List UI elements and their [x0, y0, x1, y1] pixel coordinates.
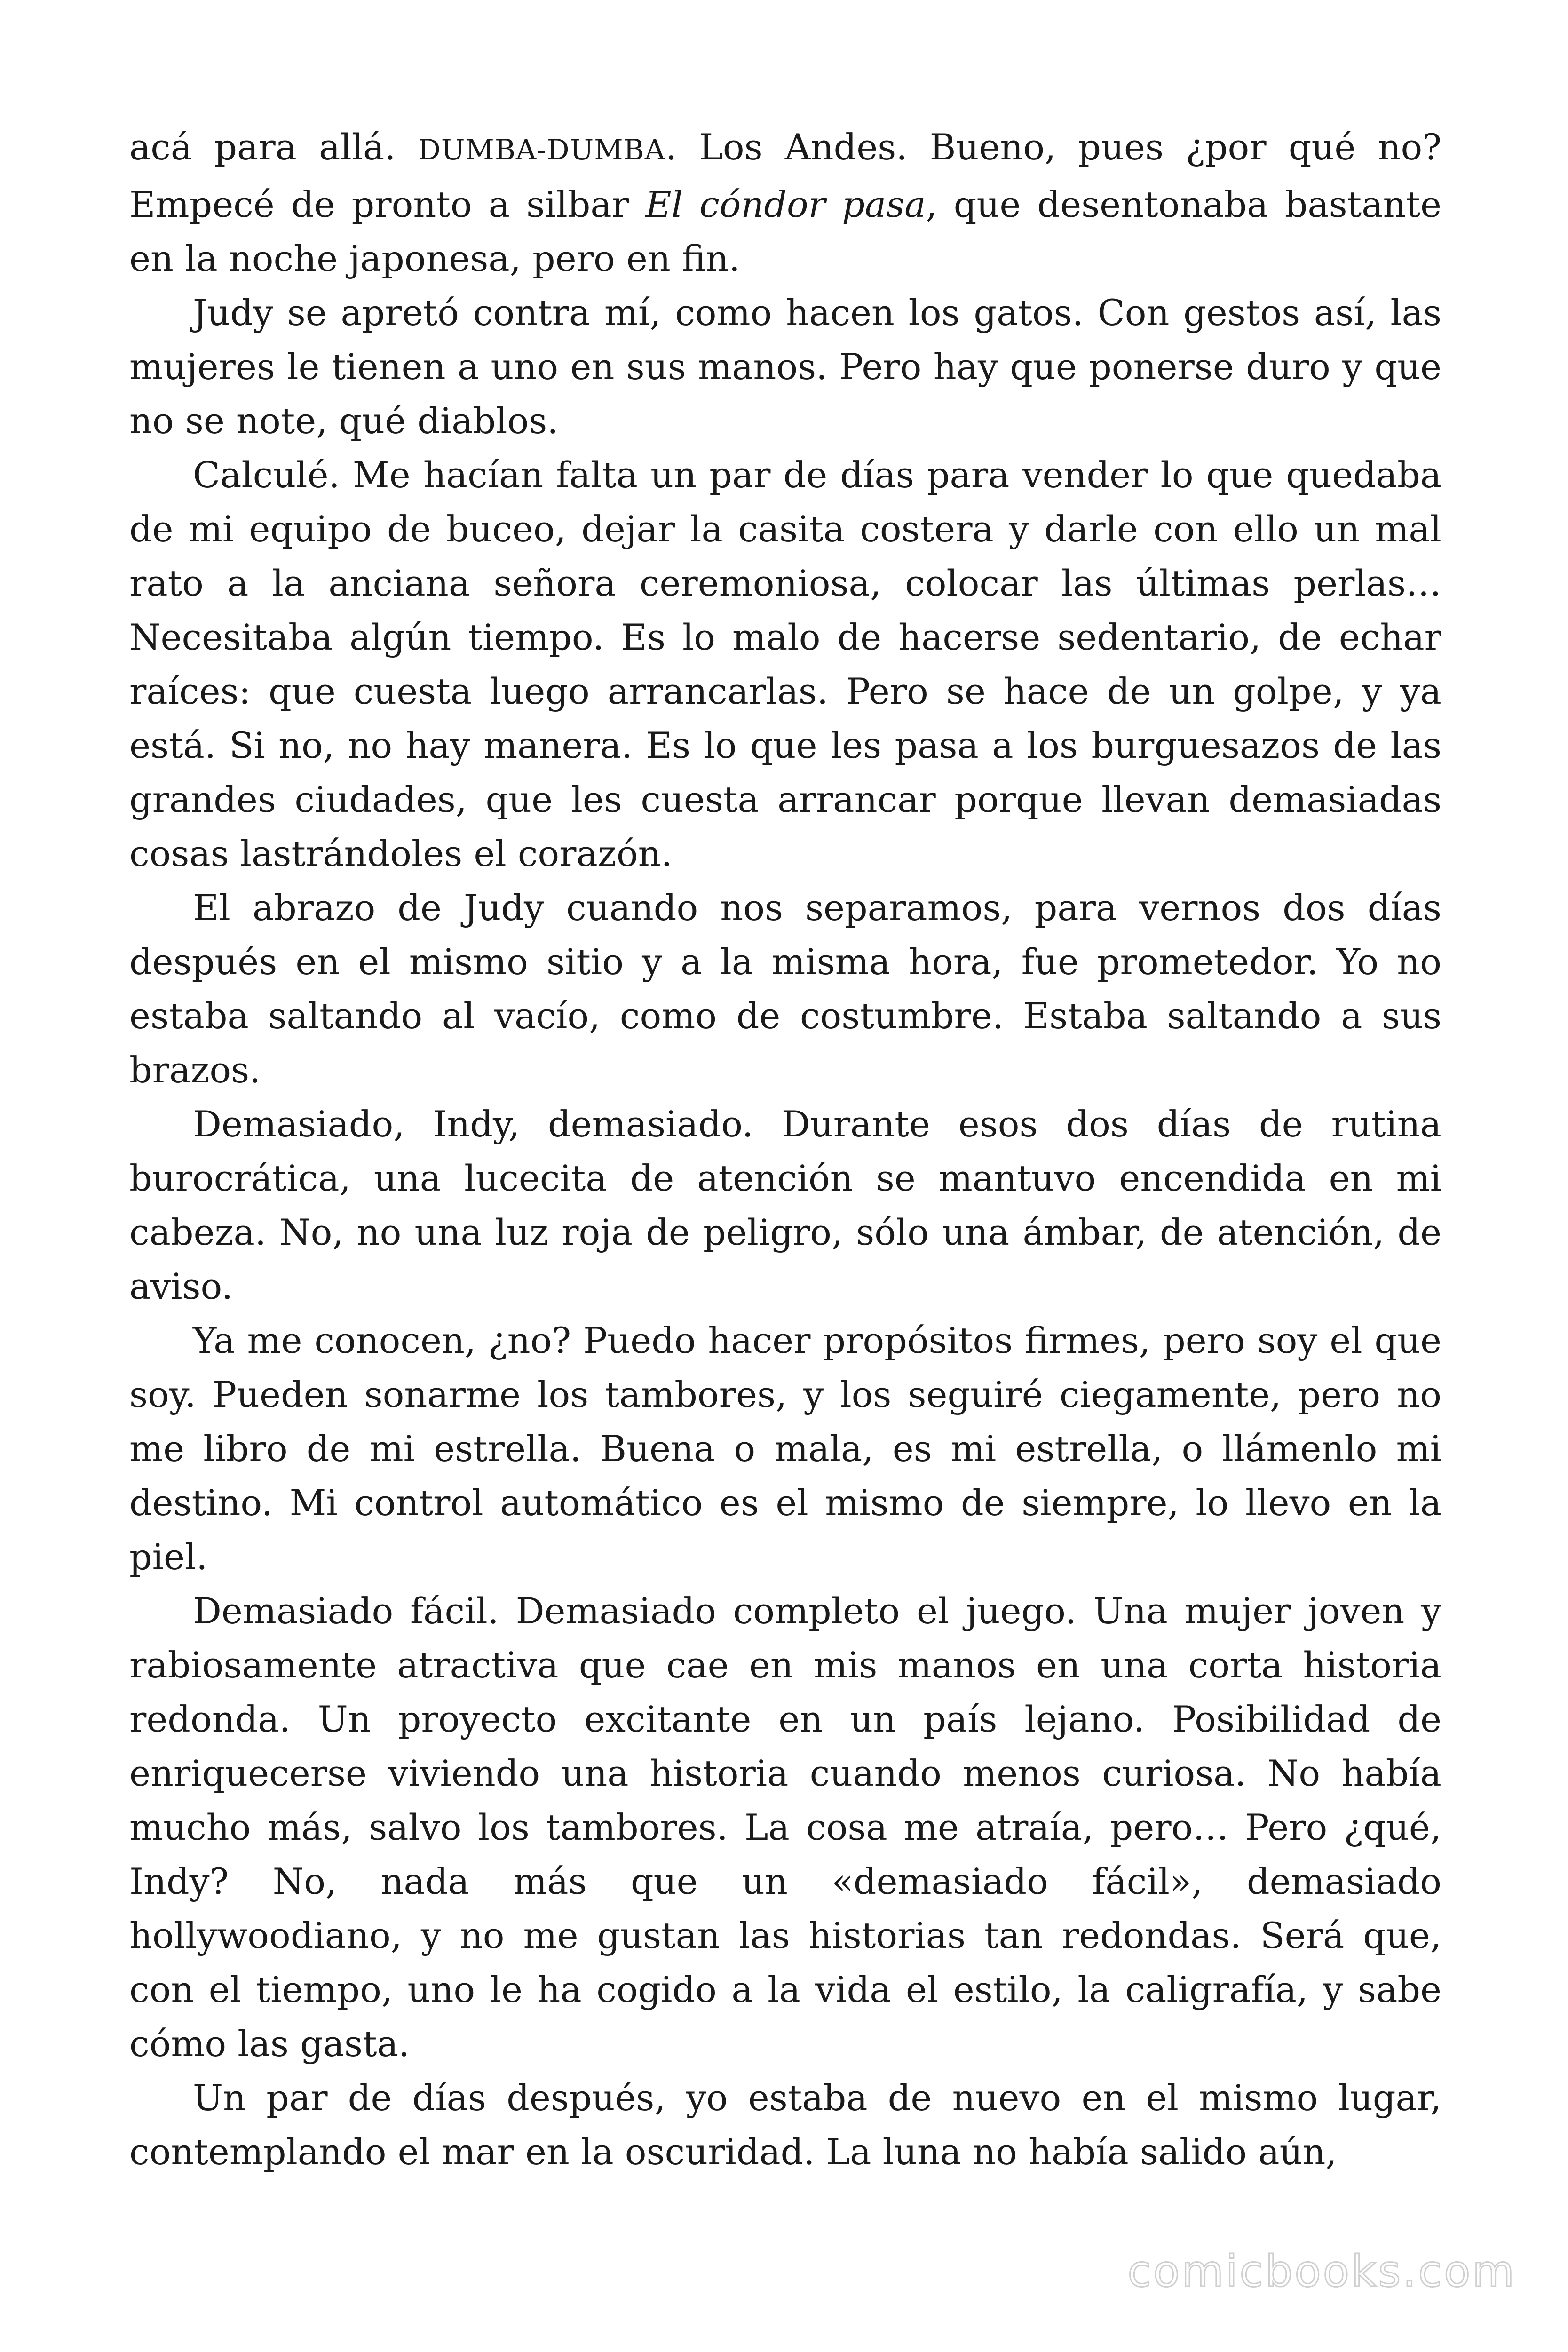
watermark: comicbooks.com — [1127, 2246, 1516, 2296]
paragraph-5: Demasiado, Indy, demasiado. Durante esos dos días de rutina burocrática, una lucecita de atención se mantuvo encendida en mi cabeza. No, no una luz roja de peligro, sólo una ámbar, de atención, de aviso. — [129, 1103, 1441, 1307]
paragraph-2: Judy se apretó contra mí, como hacen los gatos. Con gestos así, las mujeres le tienen a uno en sus manos. Pero hay que ponerse duro y que no se note, qué diablos. — [129, 292, 1441, 442]
paragraph-1 — [129, 120, 1441, 286]
paragraph-8: Un par de días después, yo estaba de nuevo en el mismo lugar, contemplando el mar en la oscuridad. La luna no había salido aún, — [129, 2077, 1441, 2173]
song-title: El cóndor pasa — [645, 183, 926, 225]
paragraph-1-text-e: , que desentonaba bastante en la noche japonesa, pero en fin. — [129, 183, 1441, 279]
paragraph-7: Demasiado fácil. Demasiado completo el juego. Una mujer joven y rabiosamente atractiva que cae en mis manos en una corta historia redonda. Un proyecto excitante en un país lejano. Posibilidad de enriquecerse viviendo una historia cuando menos curiosa. No había mucho más, salvo los tambores. La cosa me atraía, pero… Pero ¿qué, Indy? No, nada más que un «demasiado fácil», demasiado hollywoodiano, y no me gustan las historias tan redondas. Será que, con el tiempo, uno le ha cogido a la vida el estilo, la caligrafía, y sabe cómo las gasta. — [129, 1590, 1441, 2065]
drum-sound-small-caps: DUMBA-DUMBA — [418, 134, 666, 167]
paragraph-1-text-c: . Los Andes. Bueno, pues ¿por qué no? Empecé de pronto a silbar — [129, 126, 1442, 225]
page-body — [129, 120, 1441, 2179]
paragraph-6: Ya me conocen, ¿no? Puedo hacer propósitos firmes, pero soy el que soy. Pueden sonarme los tambores, y los seguiré ciegamente, pero no me libro de mi estrella. Buena o mala, es mi estrella, o llámenlo mi destino. Mi control automático es el mismo de siempre, lo llevo en la piel. — [129, 1319, 1441, 1578]
paragraph-3: Calculé. Me hacían falta un par de días para vender lo que quedaba de mi equipo de buceo, dejar la casita costera y darle con ello un mal rato a la anciana señora ceremoniosa, colocar las últimas perlas… Necesitaba algún tiempo. Es lo malo de hacerse sedentario, de echar raíces: que cuesta luego arrancarlas. Pero se hace de un golpe, y ya está. Si no, no hay manera. Es lo que les pasa a los burguesazos de las grandes ciudades, que les cuesta arrancar porque llevan demasiadas cosas lastrándoles el corazón. — [129, 454, 1441, 874]
paragraph-4: El abrazo de Judy cuando nos separamos, para vernos dos días después en el mismo sitio y a la misma hora, fue prometedor. Yo no estaba saltando al vacío, como de costumbre. Estaba saltando a sus brazos. — [129, 887, 1441, 1091]
paragraph-1-text-a: acá para allá. — [129, 126, 418, 168]
